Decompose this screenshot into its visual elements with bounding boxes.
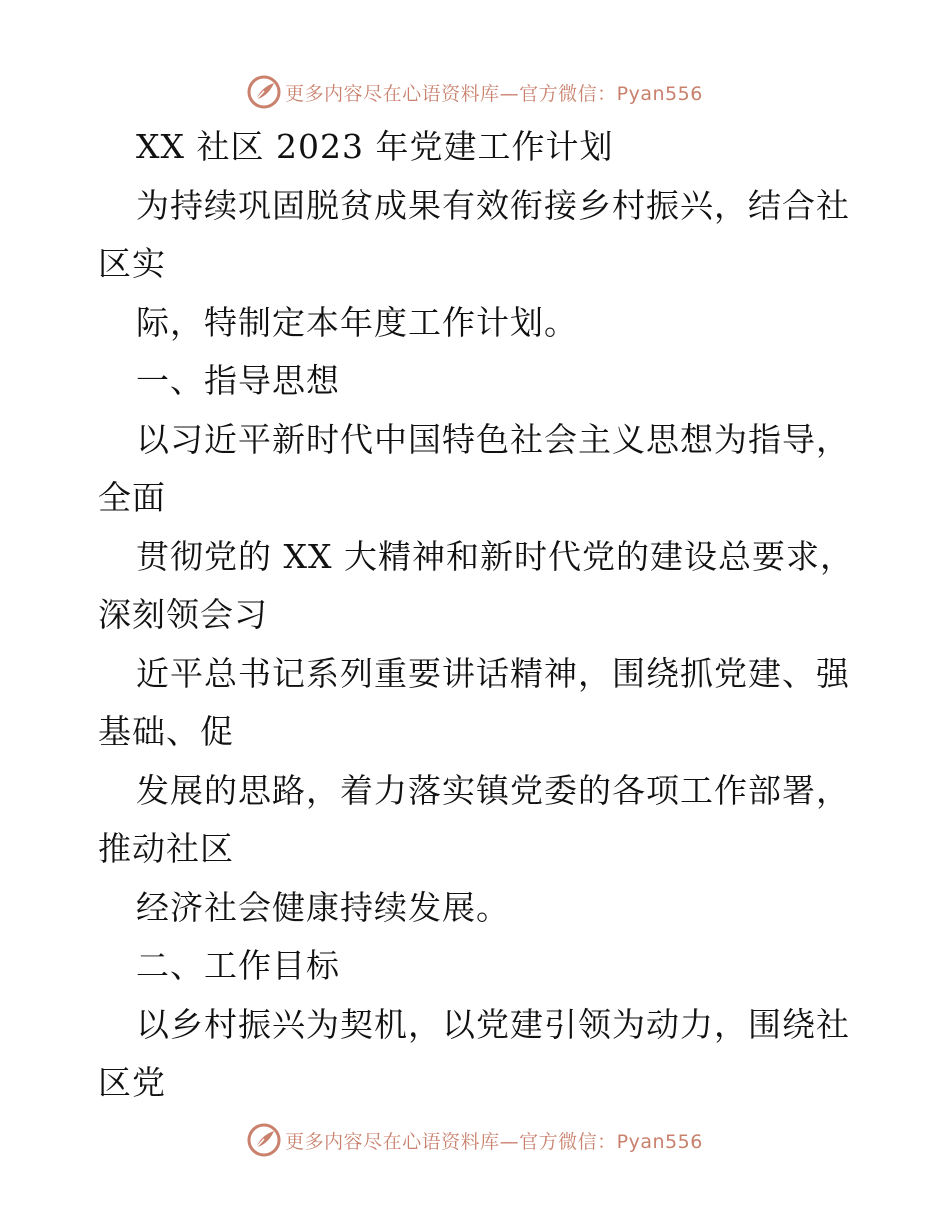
paragraph-line: 为持续巩固脱贫成果有效衔接乡村振兴，结合社 (136, 185, 850, 225)
watermark-text: 更多内容尽在心语资料库—官方微信：Pyan556 (285, 82, 703, 105)
header-watermark (0, 72, 950, 112)
paragraph-line: 全面 (98, 478, 166, 517)
paragraph-line: 发展的思路，着力落实镇党委的各项工作部署， (136, 770, 850, 810)
document-body (98, 118, 858, 1113)
paragraph-line: 以乡村振兴为契机，以党建引领为动力，围绕社 (136, 1004, 850, 1044)
paragraph-line: 区党 (98, 1063, 166, 1102)
paragraph-line: 近平总书记系列重要讲话精神，围绕抓党建、强 (136, 653, 850, 693)
paragraph-line: 以习近平新时代中国特色社会主义思想为指导， (136, 419, 850, 459)
paragraph-line: 深刻领会习 (98, 595, 268, 634)
quill-logo-icon (247, 75, 281, 109)
paragraph-line: 际，特制定本年度工作计划。 (136, 302, 578, 342)
section-heading: 二、工作目标 (136, 946, 340, 985)
paragraph-line: 基础、促 (98, 712, 234, 751)
document-title: XX 社区 2023 年党建工作计划 (136, 127, 614, 166)
paragraph-line: 区实 (98, 244, 166, 283)
section-heading: 一、指导思想 (136, 361, 340, 400)
footer-watermark (0, 1120, 950, 1160)
watermark-text: 更多内容尽在心语资料库—官方微信：Pyan556 (285, 1130, 703, 1153)
paragraph-line: 经济社会健康持续发展。 (136, 887, 510, 927)
quill-logo-icon (247, 1123, 281, 1157)
paragraph-line: 贯彻党的 XX 大精神和新时代党的建设总要求， (136, 536, 854, 576)
paragraph-line: 推动社区 (98, 829, 234, 868)
